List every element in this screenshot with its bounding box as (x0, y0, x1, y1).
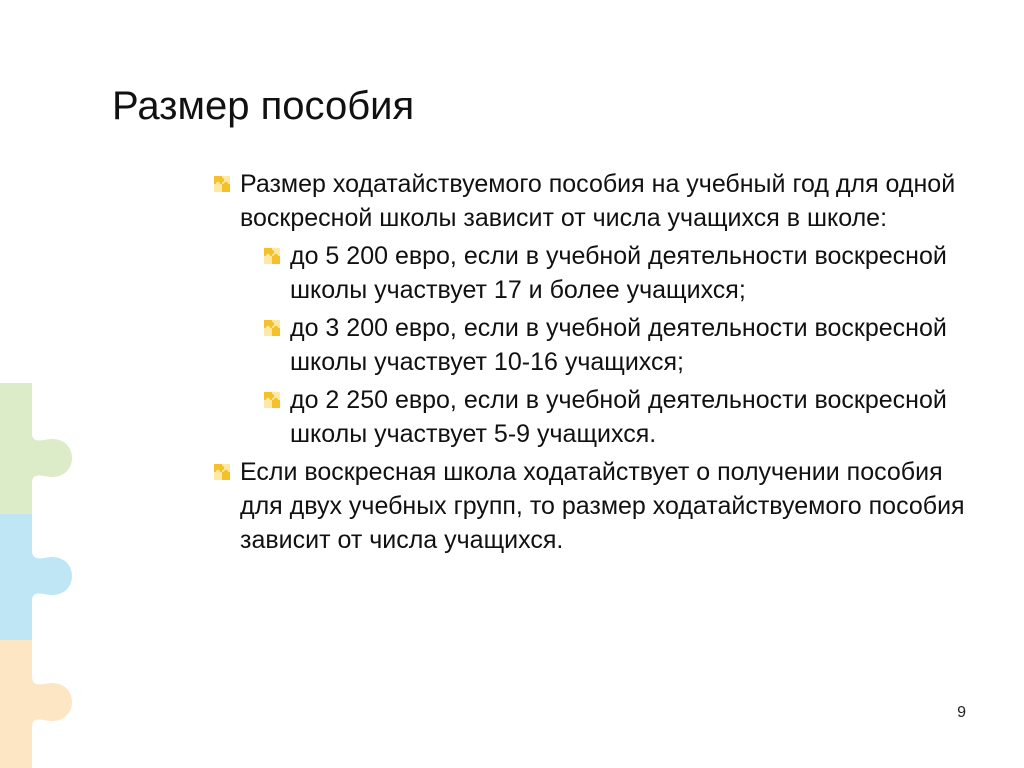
puzzle-piece-icon (262, 246, 282, 266)
bullet-text: до 3 200 евро, если в учебной деятельности воскресной школы участвует 10-16 учащихся; (290, 314, 947, 376)
bullet-text: до 2 250 евро, если в учебной деятельности воскресной школы участвует 5-9 учащихся. (290, 386, 947, 448)
puzzle-piece-icon (262, 390, 282, 410)
bullet-item (210, 455, 970, 557)
bullet-list (210, 167, 970, 557)
sub-bullet-item (260, 383, 970, 451)
page-number: 9 (957, 704, 966, 721)
puzzle-decoration-icon (0, 383, 80, 768)
bullet-item (210, 167, 970, 235)
sub-bullet-item (260, 239, 970, 307)
puzzle-piece-icon (212, 462, 232, 482)
puzzle-piece-green (0, 383, 72, 514)
sub-bullet-item (260, 311, 970, 379)
bullet-text: Размер ходатайствуемого пособия на учебный год для одной воскресной школы зависит от числа учащихся в школе: (240, 170, 956, 232)
bullet-text: Если воскресная школа ходатайствует о получении пособия для двух учебных групп, то размер ходатайствуемого пособия зависит от числа учащихся. (240, 458, 965, 554)
puzzle-piece-icon (262, 318, 282, 338)
slide-title: Размер пособия (112, 84, 415, 128)
puzzle-piece-blue (0, 514, 72, 640)
bullet-text: до 5 200 евро, если в учебной деятельности воскресной школы участвует 17 и более учащихся; (290, 242, 947, 304)
puzzle-piece-icon (212, 174, 232, 194)
puzzle-piece-peach (0, 640, 72, 768)
